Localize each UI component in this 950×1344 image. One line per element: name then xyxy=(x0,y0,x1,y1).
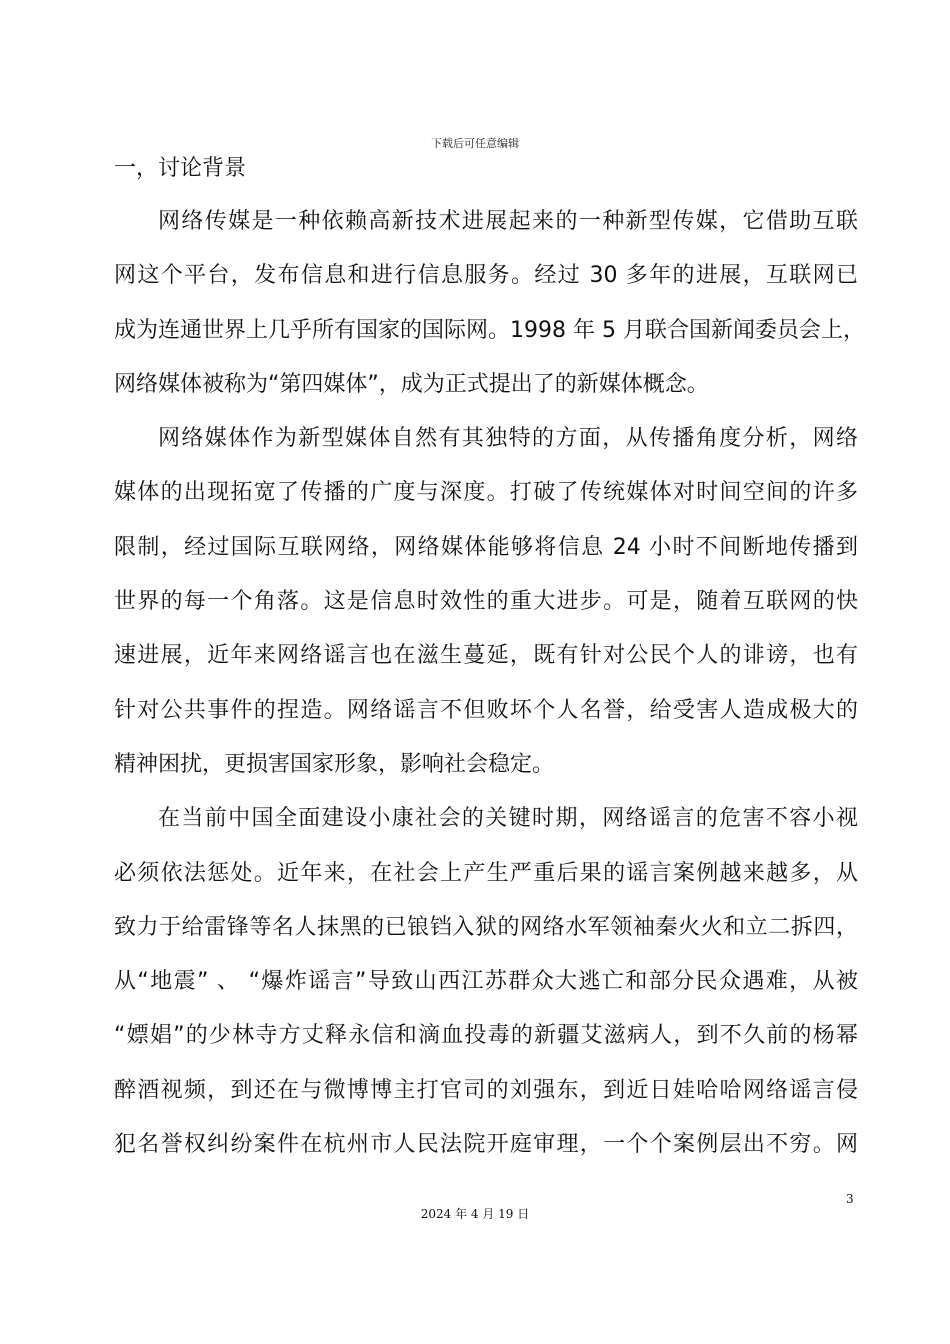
paragraph-line: 世界的每一个角落。这是信息时效性的重大进步。可是，随着互联网的快 xyxy=(114,589,858,615)
paragraph-line: 速进展，近年来网络谣言也在滋生蔓延，既有针对公民个人的诽谤，也有 xyxy=(114,643,858,669)
paragraph-line: 从“地震” 、 “爆炸谣言”导致山西江苏群众大逃亡和部分民众遇难，从被 xyxy=(114,969,858,995)
page-number: 3 xyxy=(846,1192,854,1206)
paragraph-2 xyxy=(114,412,858,792)
paragraph-line: 在当前中国全面建设小康社会的关键时期，网络谣言的危害不容小视 xyxy=(158,806,858,832)
paragraph-line: 网络媒体作为新型媒体自然有其独特的方面，从传播角度分析，网络 xyxy=(158,426,858,452)
header-note: 下载后可任意编辑 xyxy=(431,137,519,150)
paragraph-line: 网络传媒是一种依赖高新技术进展起来的一种新型传媒，它借助互联 xyxy=(158,209,858,234)
paragraph-line: 限制，经过国际互联网络，网络媒体能够将信息 24 小时不间断地传播到 xyxy=(114,534,858,560)
paragraph-line: 精神困扰，更损害国家形象，影响社会稳定。 xyxy=(114,751,555,777)
paragraph-line: 媒体的出现拓宽了传播的广度与深度。打破了传统媒体对时间空间的许多 xyxy=(114,480,858,506)
paragraph-line: 致力于给雷锋等名人抹黑的已锒铛入狱的网络水军领袖秦火火和立二拆四， xyxy=(114,914,858,940)
document-body xyxy=(114,146,865,1172)
paragraph-line: “嫖娼”的少林寺方丈释永信和滴血投毒的新疆艾滋病人，到不久前的杨幂 xyxy=(114,1023,858,1049)
paragraph-line: 成为连通世界上几乎所有国家的国际网。1998 年 5 月联合国新闻委员会上， xyxy=(114,317,865,343)
paragraph-3 xyxy=(114,792,858,1172)
paragraph-line: 醉酒视频，到还在与微博博主打官司的刘强东，到近日娃哈哈网络谣言侵 xyxy=(114,1077,858,1103)
paragraph-line: 针对公共事件的捏造。网络谣言不但败坏个人名誉，给受害人造成极大的 xyxy=(114,697,858,723)
paragraph-line: 必须依法惩处。近年来，在社会上产生严重后果的谣言案例越来越多，从 xyxy=(114,860,858,886)
paragraph-line: 网络媒体被称为“第四媒体”，成为正式提出了的新媒体概念。 xyxy=(114,371,709,397)
paragraph-line: 网这个平台，发布信息和进行信息服务。经过 30 多年的进展，互联网已 xyxy=(114,263,858,289)
footer-date: 2024 年 4 月 19 日 xyxy=(420,1207,530,1221)
paragraph-line: 犯名誉权纠纷案件在杭州市人民法院开庭审理，一个个案例层出不穷。网 xyxy=(114,1132,858,1158)
paragraph-1 xyxy=(114,195,865,412)
section-heading: 一，讨论背景 xyxy=(114,156,247,181)
